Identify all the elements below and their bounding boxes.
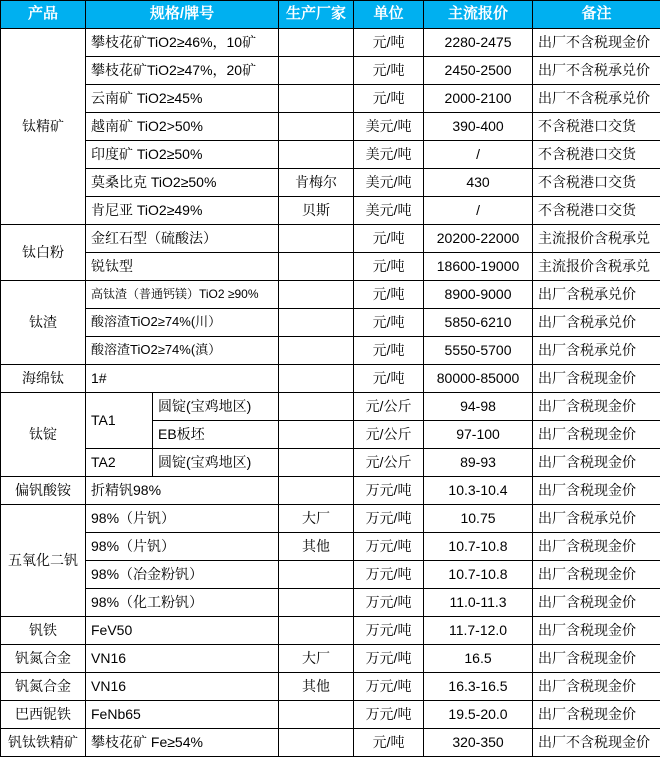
table-row [1,393,660,421]
manufacturer-cell: 其他 [279,533,354,561]
unit-cell: 美元/吨 [354,169,424,197]
manufacturer-cell [279,365,354,393]
unit-cell: 元/吨 [354,85,424,113]
table-row [1,29,660,57]
col-header-manufacturer: 生产厂家 [279,1,354,29]
price-cell: 18600-19000 [424,253,533,281]
unit-cell: 万元/吨 [354,673,424,701]
manufacturer-cell [279,701,354,729]
unit-cell: 美元/吨 [354,113,424,141]
manufacturer-cell [279,421,354,449]
table-row [1,197,660,225]
spec-cell: FeV50 [86,617,279,645]
product-group-cell: 钒铁 [1,617,86,645]
unit-cell: 元/吨 [354,57,424,85]
manufacturer-cell [279,141,354,169]
table-row [1,253,660,281]
manufacturer-cell [279,477,354,505]
table-row [1,57,660,85]
unit-cell: 万元/吨 [354,477,424,505]
note-cell: 出厂含税现金价 [533,561,660,589]
spec-cell: 高钛渣（普通钙镁）TiO2 ≥90% [86,281,279,309]
unit-cell: 元/公斤 [354,449,424,477]
spec-cell: 折精钒98% [86,477,279,505]
note-cell: 出厂含税现金价 [533,617,660,645]
price-cell: 89-93 [424,449,533,477]
manufacturer-cell [279,729,354,757]
table-row [1,673,660,701]
table-row [1,617,660,645]
unit-cell: 元/公斤 [354,393,424,421]
manufacturer-cell [279,449,354,477]
product-group-cell: 海绵钛 [1,365,86,393]
note-cell: 出厂不含税承兑价 [533,85,660,113]
table-row [1,589,660,617]
table-row [1,365,660,393]
product-group-cell: 钛锭 [1,393,86,477]
price-cell: 10.7-10.8 [424,533,533,561]
note-cell: 不含税港口交货 [533,197,660,225]
manufacturer-cell [279,589,354,617]
table-row [1,281,660,309]
table-row [1,729,660,757]
table-row [1,225,660,253]
table-row [1,113,660,141]
note-cell: 不含税港口交货 [533,141,660,169]
manufacturer-cell [279,29,354,57]
price-cell: / [424,141,533,169]
manufacturer-cell [279,57,354,85]
price-cell: 390-400 [424,113,533,141]
note-cell: 不含税港口交货 [533,113,660,141]
price-cell: 8900-9000 [424,281,533,309]
unit-cell: 万元/吨 [354,589,424,617]
note-cell: 出厂含税现金价 [533,449,660,477]
price-cell: 5850-6210 [424,309,533,337]
note-cell: 出厂含税现金价 [533,645,660,673]
unit-cell: 元/吨 [354,365,424,393]
price-cell: / [424,197,533,225]
unit-cell: 元/吨 [354,729,424,757]
spec-cell: 越南矿 TiO2>50% [86,113,279,141]
spec-cell: VN16 [86,645,279,673]
price-cell: 16.3-16.5 [424,673,533,701]
price-cell: 11.7-12.0 [424,617,533,645]
unit-cell: 元/吨 [354,253,424,281]
spec-cell: 金红石型（硫酸法） [86,225,279,253]
note-cell: 出厂含税现金价 [533,533,660,561]
spec-cell: 酸溶渣TiO2≥74%(川） [86,309,279,337]
spec-cell: 酸溶渣TiO2≥74%(滇） [86,337,279,365]
price-cell: 94-98 [424,393,533,421]
table-row [1,141,660,169]
spec-cell: 圆锭(宝鸡地区) [153,449,279,477]
col-header-unit: 单位 [354,1,424,29]
spec-cell: 98%（冶金粉钒） [86,561,279,589]
price-cell: 19.5-20.0 [424,701,533,729]
manufacturer-cell [279,85,354,113]
note-cell: 出厂含税承兑价 [533,281,660,309]
note-cell: 出厂含税现金价 [533,365,660,393]
spec-cell: 莫桑比克 TiO2≥50% [86,169,279,197]
col-header-spec: 规格/牌号 [86,1,279,29]
spec-cell: 印度矿 TiO2≥50% [86,141,279,169]
table-row [1,561,660,589]
unit-cell: 万元/吨 [354,645,424,673]
unit-cell: 元/吨 [354,281,424,309]
price-cell: 2450-2500 [424,57,533,85]
product-group-cell: 钒钛铁精矿 [1,729,86,757]
manufacturer-cell [279,113,354,141]
table-header-row [1,1,660,29]
product-group-cell: 钛精矿 [1,29,86,225]
manufacturer-cell: 大厂 [279,645,354,673]
table-row [1,701,660,729]
table-row [1,449,660,477]
table-row [1,169,660,197]
manufacturer-cell [279,337,354,365]
note-cell: 出厂不含税现金价 [533,729,660,757]
spec-cell: 云南矿 TiO2≥45% [86,85,279,113]
price-cell: 80000-85000 [424,365,533,393]
price-cell: 10.75 [424,505,533,533]
unit-cell: 元/吨 [354,29,424,57]
unit-cell: 元/公斤 [354,421,424,449]
manufacturer-cell [279,309,354,337]
spec-cell: 攀枝花矿 Fe≥54% [86,729,279,757]
manufacturer-cell [279,253,354,281]
manufacturer-cell: 肯梅尔 [279,169,354,197]
grade-cell: TA2 [86,449,153,477]
table-row [1,309,660,337]
manufacturer-cell: 大厂 [279,505,354,533]
price-cell: 2280-2475 [424,29,533,57]
unit-cell: 美元/吨 [354,141,424,169]
note-cell: 出厂含税承兑价 [533,505,660,533]
table-row [1,645,660,673]
price-cell: 5550-5700 [424,337,533,365]
spec-cell: 98%（片钒） [86,533,279,561]
note-cell: 出厂含税现金价 [533,393,660,421]
table-row [1,533,660,561]
spec-cell: 攀枝花矿TiO2≥47%，20矿 [86,57,279,85]
note-cell: 出厂不含税承兑价 [533,57,660,85]
price-cell: 10.7-10.8 [424,561,533,589]
note-cell: 出厂含税现金价 [533,673,660,701]
price-cell: 10.3-10.4 [424,477,533,505]
unit-cell: 美元/吨 [354,197,424,225]
spec-cell: FeNb65 [86,701,279,729]
product-group-cell: 五氧化二钒 [1,505,86,617]
product-group-cell: 钛白粉 [1,225,86,281]
price-cell: 11.0-11.3 [424,589,533,617]
note-cell: 不含税港口交货 [533,169,660,197]
manufacturer-cell: 其他 [279,673,354,701]
unit-cell: 万元/吨 [354,701,424,729]
col-header-product: 产品 [1,1,86,29]
table-row [1,337,660,365]
price-cell: 20200-22000 [424,225,533,253]
spec-cell: VN16 [86,673,279,701]
unit-cell: 万元/吨 [354,617,424,645]
unit-cell: 万元/吨 [354,561,424,589]
table-row [1,85,660,113]
spec-cell: EB板坯 [153,421,279,449]
note-cell: 出厂含税承兑价 [533,309,660,337]
manufacturer-cell [279,561,354,589]
manufacturer-cell [279,281,354,309]
manufacturer-cell [279,225,354,253]
note-cell: 出厂含税现金价 [533,477,660,505]
product-group-cell: 钒氮合金 [1,645,86,673]
note-cell: 出厂含税承兑价 [533,337,660,365]
spec-cell: 锐钛型 [86,253,279,281]
manufacturer-cell [279,617,354,645]
price-cell: 97-100 [424,421,533,449]
price-cell: 430 [424,169,533,197]
price-cell: 2000-2100 [424,85,533,113]
table-row [1,477,660,505]
col-header-note: 备注 [533,1,660,29]
unit-cell: 元/吨 [354,225,424,253]
grade-cell: TA1 [86,393,153,449]
spec-cell: 攀枝花矿TiO2≥46%，10矿 [86,29,279,57]
note-cell: 主流报价含税承兑 [533,225,660,253]
note-cell: 出厂含税现金价 [533,421,660,449]
manufacturer-cell [279,393,354,421]
product-group-cell: 偏钒酸铵 [1,477,86,505]
spec-cell: 1# [86,365,279,393]
unit-cell: 万元/吨 [354,505,424,533]
product-group-cell: 巴西铌铁 [1,701,86,729]
table-row [1,505,660,533]
note-cell: 主流报价含税承兑 [533,253,660,281]
note-cell: 出厂含税现金价 [533,701,660,729]
manufacturer-cell: 贝斯 [279,197,354,225]
spec-cell: 98%（化工粉钒） [86,589,279,617]
spec-cell: 肯尼亚 TiO2≥49% [86,197,279,225]
unit-cell: 万元/吨 [354,533,424,561]
price-cell: 320-350 [424,729,533,757]
product-group-cell: 钛渣 [1,281,86,365]
unit-cell: 元/吨 [354,309,424,337]
unit-cell: 元/吨 [354,337,424,365]
note-cell: 出厂不含税现金价 [533,29,660,57]
spec-cell: 圆锭(宝鸡地区) [153,393,279,421]
price-cell: 16.5 [424,645,533,673]
col-header-price: 主流报价 [424,1,533,29]
product-group-cell: 钒氮合金 [1,673,86,701]
note-cell: 出厂含税现金价 [533,589,660,617]
spec-cell: 98%（片钒） [86,505,279,533]
